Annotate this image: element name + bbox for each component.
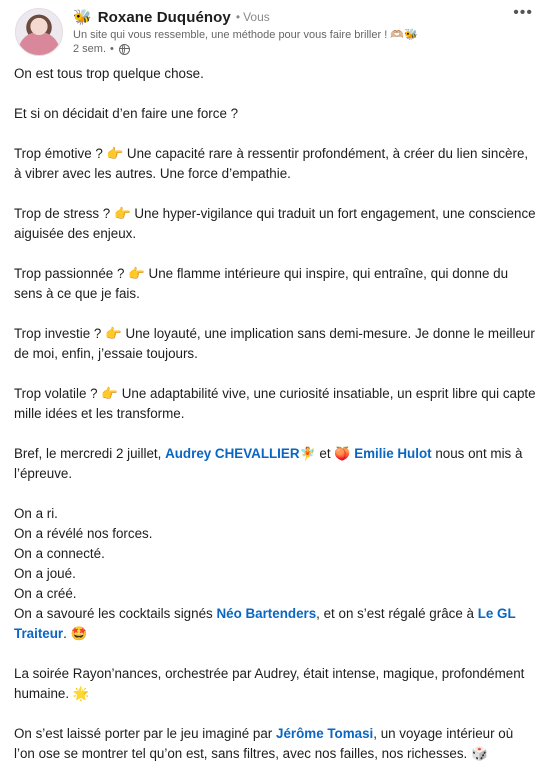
jeu-text-before: On s’est laissé porter par le jeu imaginé par	[14, 726, 276, 741]
post-time: 2 sem.	[73, 43, 107, 55]
mention-audrey-chevallier[interactable]: Audrey CHEVALLIER	[165, 446, 300, 461]
post-text	[14, 64, 536, 784]
list-item: On a révélé nos forces.	[14, 526, 153, 541]
paragraph-passion: Trop passionnée ? 👉 Une flamme intérieure qui inspire, qui entraîne, qui donne du sens à ce que je fais.	[14, 266, 509, 301]
author-headline: Un site qui vous ressemble, une méthode pour vous faire briller ! 🫶🏼🐝	[73, 29, 418, 41]
globe-icon	[119, 44, 130, 55]
cocktails-text-before: On a savouré les cocktails signés	[14, 606, 217, 621]
bref-text-mid: et	[315, 446, 335, 461]
post-meta	[73, 43, 130, 55]
bref-text-before: Bref, le mercredi 2 juillet,	[14, 446, 166, 461]
bee-emoji: 🐝	[73, 9, 92, 26]
more-options-icon[interactable]: •••	[513, 4, 533, 21]
author-name[interactable]: Roxane Duquénoy	[97, 8, 231, 26]
mention-le-gl-traiteur[interactable]: Le GL Traiteur	[14, 606, 516, 641]
author-line	[73, 7, 270, 27]
paragraph-bref	[14, 444, 536, 484]
list-item: On a ri.	[14, 506, 58, 521]
mention-jerome-tomasi[interactable]: Jérôme Tomasi	[276, 726, 374, 741]
list-item: On a créé.	[14, 586, 77, 601]
bref-text-after: nous ont mis à l’épreuve.	[14, 446, 523, 481]
paragraph-2: Et si on décidait d’en faire une force ?	[14, 106, 239, 121]
paragraph-soiree: La soirée Rayon’nances, orchestrée par Audrey, était intense, magique, profondément humaine. 🌟	[14, 666, 525, 701]
meta-separator: •	[110, 43, 114, 55]
cocktails-text-mid: , et on s’est régalé grâce à	[316, 606, 478, 621]
list-item: On a connecté.	[14, 546, 105, 561]
author-relation: Vous	[243, 10, 270, 24]
fairy-emoji: 🧚	[299, 446, 316, 461]
cocktails-text-after: . 🤩	[63, 626, 88, 641]
paragraph-jeu	[14, 724, 536, 764]
avatar[interactable]	[15, 8, 63, 56]
peach-emoji: 🍑	[334, 446, 351, 461]
mention-emilie-hulot[interactable]: Emilie Hulot	[354, 446, 432, 461]
paragraph-emotive: Trop émotive ? 👉 Une capacité rare à ressentir profondément, à créer du lien sincère, à vibrer avec les autres. Une force d’empathie.	[14, 146, 529, 181]
paragraph-cocktails	[14, 604, 536, 644]
separator-dot: •	[235, 10, 241, 24]
paragraph-investie: Trop investie ? 👉 Une loyauté, une implication sans demi-mesure. Je donne le meilleur de moi, enfin, j’essaie toujours.	[14, 326, 535, 361]
paragraph-1: On est tous trop quelque chose.	[14, 66, 204, 81]
post-header	[0, 0, 551, 60]
paragraph-volatile: Trop volatile ? 👉 Une adaptabilité vive, une curiosité insatiable, un esprit libre qui capte mille idées et les transforme.	[14, 386, 536, 421]
list-item: On a joué.	[14, 566, 76, 581]
mention-neo-bartenders[interactable]: Néo Bartenders	[216, 606, 317, 621]
jeu-text-after: , un voyage intérieur où l’on ose se montrer tel qu’on est, sans filtres, avec nos failles, nos richesses. 🎲	[14, 726, 514, 761]
paragraph-stress: Trop de stress ? 👉 Une hyper-vigilance qui traduit un fort engagement, une conscience aiguisée des enjeux.	[14, 206, 536, 241]
